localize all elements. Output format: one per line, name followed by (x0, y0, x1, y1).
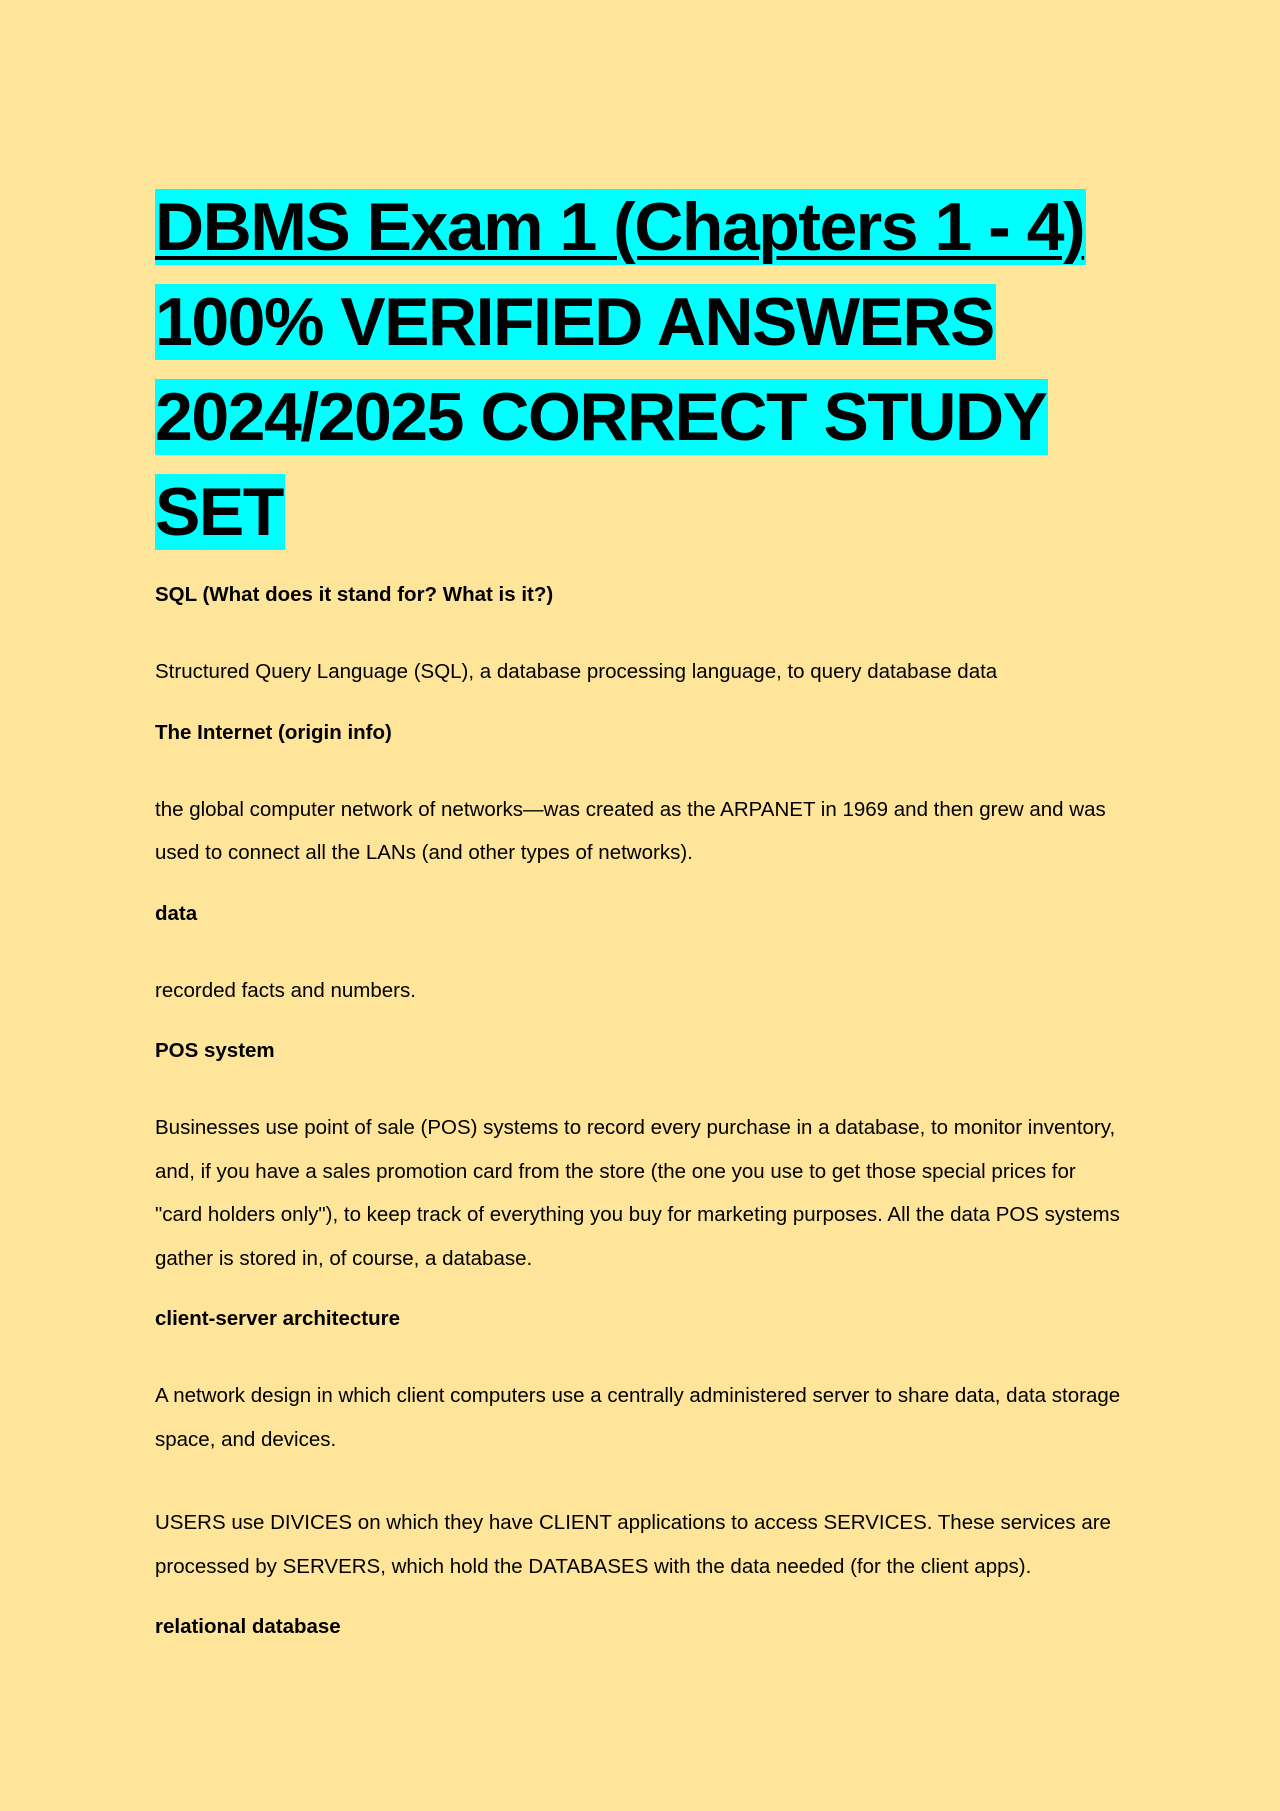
document-title (155, 180, 1125, 560)
term-relational-database: relational database (155, 1615, 341, 1638)
term-data: data (155, 901, 198, 925)
definition-client-server-extra: USERS use DIVICES on which they have CLIENT applications to access SERVICES. These services are processed by SERVERS, which hold the DATABASES with the data needed (for the client apps). (155, 1511, 1111, 1578)
term-internet: The Internet (origin info) (155, 720, 392, 744)
title-line-2: 100% VERIFIED ANSWERS (155, 284, 994, 360)
term-client-server: client-server architecture (155, 1307, 400, 1330)
definition-client-server: A network design in which client computers use a centrally administered server to share data, data storage space, and devices. (155, 1384, 1121, 1451)
term-sql: SQL (What does it stand for? What is it?) (155, 583, 554, 606)
definition-data: recorded facts and numbers. (155, 978, 416, 1002)
term-pos-system: POS system (155, 1039, 275, 1062)
title-line-3: 2024/2025 CORRECT STUDY (155, 379, 1047, 455)
definition-pos-system: Businesses use point of sale (POS) systems to record every purchase in a database, to monitor inventory, and, if you have a sales promotion card from the store (the one you use to get those special prices for "card holders only"), to keep track of everything you buy for marketing purposes. All the data POS systems gather is stored in, of course, a database. (155, 1116, 1120, 1270)
study-set (155, 582, 1125, 1640)
definition-sql: Structured Query Language (SQL), a database processing language, to query database data (155, 660, 998, 683)
title-line-4: SET (155, 474, 283, 550)
title-line-1: DBMS Exam 1 (Chapters 1 - 4) (155, 189, 1085, 265)
definition-internet: the global computer network of networks—was created as the ARPANET in 1969 and then grew and was used to connect all the LANs (and other types of networks). (155, 797, 1106, 864)
